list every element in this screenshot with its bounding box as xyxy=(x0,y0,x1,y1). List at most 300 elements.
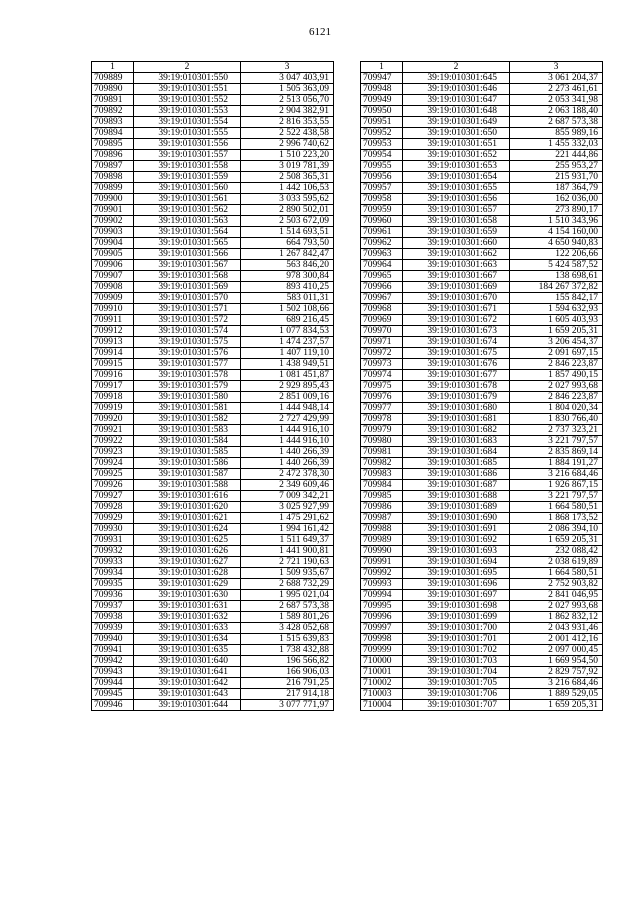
row-number-cell: 710001 xyxy=(361,667,403,678)
value-cell: 1 857 490,15 xyxy=(510,370,603,381)
value-cell: 1 862 832,12 xyxy=(510,612,603,623)
table-row xyxy=(92,425,334,436)
cadastral-number-cell: 39:19:010301:683 xyxy=(403,436,510,447)
row-number-cell: 709941 xyxy=(92,645,134,656)
table-row xyxy=(92,161,334,172)
table-row xyxy=(361,238,603,249)
table-row xyxy=(92,216,334,227)
table-row xyxy=(361,172,603,183)
table-row xyxy=(92,117,334,128)
row-number-cell: 709956 xyxy=(361,172,403,183)
cadastral-number-cell: 39:19:010301:688 xyxy=(403,491,510,502)
value-cell: 1 440 266,39 xyxy=(241,447,334,458)
table-row xyxy=(92,271,334,282)
table-row xyxy=(92,403,334,414)
cadastral-number-cell: 39:19:010301:647 xyxy=(403,95,510,106)
table-row xyxy=(92,249,334,260)
row-number-cell: 709998 xyxy=(361,634,403,645)
table-row xyxy=(361,205,603,216)
row-number-cell: 709962 xyxy=(361,238,403,249)
cadastral-number-cell: 39:19:010301:556 xyxy=(134,139,241,150)
value-cell: 1 441 900,81 xyxy=(241,546,334,557)
table-row xyxy=(361,612,603,623)
table-row xyxy=(92,436,334,447)
cadastral-number-cell: 39:19:010301:649 xyxy=(403,117,510,128)
cadastral-number-cell: 39:19:010301:689 xyxy=(403,502,510,513)
value-cell: 2 349 609,46 xyxy=(241,480,334,491)
row-number-cell: 709961 xyxy=(361,227,403,238)
row-number-cell: 709975 xyxy=(361,381,403,392)
cadastral-number-cell: 39:19:010301:679 xyxy=(403,392,510,403)
table-row xyxy=(92,227,334,238)
row-number-cell: 709892 xyxy=(92,106,134,117)
value-cell: 1 077 834,53 xyxy=(241,326,334,337)
table-row xyxy=(361,260,603,271)
value-cell: 232 088,42 xyxy=(510,546,603,557)
cadastral-number-cell: 39:19:010301:700 xyxy=(403,623,510,634)
value-cell: 1 442 106,53 xyxy=(241,183,334,194)
value-cell: 255 953,27 xyxy=(510,161,603,172)
cadastral-number-cell: 39:19:010301:581 xyxy=(134,403,241,414)
cadastral-number-cell: 39:19:010301:673 xyxy=(403,326,510,337)
cadastral-number-cell: 39:19:010301:568 xyxy=(134,271,241,282)
value-cell: 1 474 237,57 xyxy=(241,337,334,348)
row-number-cell: 709973 xyxy=(361,359,403,370)
value-cell: 2 513 056,70 xyxy=(241,95,334,106)
cadastral-number-cell: 39:19:010301:677 xyxy=(403,370,510,381)
table-row xyxy=(361,546,603,557)
value-cell: 2 688 732,29 xyxy=(241,579,334,590)
table-row xyxy=(361,557,603,568)
row-number-cell: 709908 xyxy=(92,282,134,293)
row-number-cell: 709991 xyxy=(361,557,403,568)
value-cell: 2 829 757,92 xyxy=(510,667,603,678)
row-number-cell: 709924 xyxy=(92,458,134,469)
value-cell: 1 868 173,52 xyxy=(510,513,603,524)
cadastral-number-cell: 39:19:010301:680 xyxy=(403,403,510,414)
value-cell: 1 407 119,10 xyxy=(241,348,334,359)
cadastral-number-cell: 39:19:010301:699 xyxy=(403,612,510,623)
table-row xyxy=(361,403,603,414)
table-row xyxy=(92,106,334,117)
cadastral-number-cell: 39:19:010301:653 xyxy=(403,161,510,172)
row-number-cell: 709945 xyxy=(92,689,134,700)
value-cell: 3 206 454,37 xyxy=(510,337,603,348)
table-row xyxy=(361,128,603,139)
cadastral-number-cell: 39:19:010301:641 xyxy=(134,667,241,678)
cadastral-number-cell: 39:19:010301:621 xyxy=(134,513,241,524)
value-cell: 273 890,17 xyxy=(510,205,603,216)
cadastral-number-cell: 39:19:010301:687 xyxy=(403,480,510,491)
column-header-3: 3 xyxy=(241,62,334,73)
cadastral-number-cell: 39:19:010301:583 xyxy=(134,425,241,436)
row-number-cell: 709954 xyxy=(361,150,403,161)
row-number-cell: 709986 xyxy=(361,502,403,513)
table-row xyxy=(361,95,603,106)
row-number-cell: 709943 xyxy=(92,667,134,678)
cadastral-number-cell: 39:19:010301:551 xyxy=(134,84,241,95)
table-row xyxy=(361,73,603,84)
value-cell: 1 438 949,51 xyxy=(241,359,334,370)
value-cell: 2 097 000,45 xyxy=(510,645,603,656)
row-number-cell: 709953 xyxy=(361,139,403,150)
table-row xyxy=(92,689,334,700)
cadastral-number-cell: 39:19:010301:662 xyxy=(403,249,510,260)
value-cell: 1 444 916,10 xyxy=(241,436,334,447)
table-row xyxy=(361,469,603,480)
table-row xyxy=(92,172,334,183)
row-number-cell: 709910 xyxy=(92,304,134,315)
table-row xyxy=(92,513,334,524)
value-cell: 166 906,03 xyxy=(241,667,334,678)
cadastral-number-cell: 39:19:010301:646 xyxy=(403,84,510,95)
row-number-cell: 709972 xyxy=(361,348,403,359)
value-cell: 1 926 867,15 xyxy=(510,480,603,491)
table-row xyxy=(92,73,334,84)
table-row xyxy=(361,513,603,524)
cadastral-number-cell: 39:19:010301:701 xyxy=(403,634,510,645)
cadastral-number-cell: 39:19:010301:579 xyxy=(134,381,241,392)
row-number-cell: 709911 xyxy=(92,315,134,326)
value-cell: 2 929 895,43 xyxy=(241,381,334,392)
cadastral-number-cell: 39:19:010301:644 xyxy=(134,700,241,711)
table-row xyxy=(92,678,334,689)
cadastral-number-cell: 39:19:010301:652 xyxy=(403,150,510,161)
table-row xyxy=(361,359,603,370)
cadastral-number-cell: 39:19:010301:702 xyxy=(403,645,510,656)
row-number-cell: 709967 xyxy=(361,293,403,304)
row-number-cell: 709891 xyxy=(92,95,134,106)
column-header-2: 2 xyxy=(403,62,510,73)
row-number-cell: 709955 xyxy=(361,161,403,172)
value-cell: 2 043 931,46 xyxy=(510,623,603,634)
row-number-cell: 710000 xyxy=(361,656,403,667)
row-number-cell: 709997 xyxy=(361,623,403,634)
value-cell: 2 737 323,21 xyxy=(510,425,603,436)
table-row xyxy=(92,260,334,271)
cadastral-number-cell: 39:19:010301:642 xyxy=(134,678,241,689)
cadastral-number-cell: 39:19:010301:659 xyxy=(403,227,510,238)
cadastral-number-cell: 39:19:010301:690 xyxy=(403,513,510,524)
value-cell: 1 440 266,39 xyxy=(241,458,334,469)
row-number-cell: 710004 xyxy=(361,700,403,711)
cadastral-number-cell: 39:19:010301:705 xyxy=(403,678,510,689)
value-cell: 689 216,45 xyxy=(241,315,334,326)
row-number-cell: 709987 xyxy=(361,513,403,524)
value-cell: 3 216 684,46 xyxy=(510,678,603,689)
value-cell: 2 890 502,01 xyxy=(241,205,334,216)
row-number-cell: 709964 xyxy=(361,260,403,271)
table-header-row xyxy=(361,62,603,73)
table-row xyxy=(92,414,334,425)
value-cell: 155 842,17 xyxy=(510,293,603,304)
right-table-body xyxy=(361,62,603,711)
value-cell: 2 816 353,55 xyxy=(241,117,334,128)
row-number-cell: 709966 xyxy=(361,282,403,293)
row-number-cell: 709909 xyxy=(92,293,134,304)
value-cell: 2 053 341,98 xyxy=(510,95,603,106)
table-row xyxy=(92,95,334,106)
row-number-cell: 709980 xyxy=(361,436,403,447)
row-number-cell: 709983 xyxy=(361,469,403,480)
value-cell: 2 472 378,30 xyxy=(241,469,334,480)
row-number-cell: 709917 xyxy=(92,381,134,392)
row-number-cell: 709901 xyxy=(92,205,134,216)
cadastral-number-cell: 39:19:010301:645 xyxy=(403,73,510,84)
table-row xyxy=(361,568,603,579)
value-cell: 2 846 223,87 xyxy=(510,392,603,403)
table-row xyxy=(92,293,334,304)
cadastral-number-cell: 39:19:010301:628 xyxy=(134,568,241,579)
row-number-cell: 709970 xyxy=(361,326,403,337)
value-cell: 2 851 009,16 xyxy=(241,392,334,403)
table-row xyxy=(92,304,334,315)
value-cell: 138 698,61 xyxy=(510,271,603,282)
row-number-cell: 709929 xyxy=(92,513,134,524)
value-cell: 2 508 365,31 xyxy=(241,172,334,183)
value-cell: 2 721 190,63 xyxy=(241,557,334,568)
row-number-cell: 709957 xyxy=(361,183,403,194)
row-number-cell: 710003 xyxy=(361,689,403,700)
table-row xyxy=(361,216,603,227)
row-number-cell: 709965 xyxy=(361,271,403,282)
value-cell: 1 664 580,51 xyxy=(510,502,603,513)
cadastral-number-cell: 39:19:010301:703 xyxy=(403,656,510,667)
row-number-cell: 709930 xyxy=(92,524,134,535)
row-number-cell: 709978 xyxy=(361,414,403,425)
table-row xyxy=(92,326,334,337)
cadastral-number-cell: 39:19:010301:658 xyxy=(403,216,510,227)
value-cell: 3 019 781,39 xyxy=(241,161,334,172)
cadastral-number-cell: 39:19:010301:704 xyxy=(403,667,510,678)
row-number-cell: 709952 xyxy=(361,128,403,139)
table-row xyxy=(92,194,334,205)
table-row xyxy=(361,458,603,469)
value-cell: 162 036,00 xyxy=(510,194,603,205)
column-header-1: 1 xyxy=(92,62,134,73)
cadastral-number-cell: 39:19:010301:625 xyxy=(134,535,241,546)
cadastral-number-cell: 39:19:010301:675 xyxy=(403,348,510,359)
table-row xyxy=(92,128,334,139)
value-cell: 3 077 771,97 xyxy=(241,700,334,711)
value-cell: 196 566,82 xyxy=(241,656,334,667)
row-number-cell: 709990 xyxy=(361,546,403,557)
column-header-3: 3 xyxy=(510,62,603,73)
table-row xyxy=(92,524,334,535)
value-cell: 3 025 927,99 xyxy=(241,502,334,513)
table-row xyxy=(92,634,334,645)
value-cell: 978 300,84 xyxy=(241,271,334,282)
cadastral-number-cell: 39:19:010301:660 xyxy=(403,238,510,249)
cadastral-number-cell: 39:19:010301:564 xyxy=(134,227,241,238)
left-table xyxy=(91,61,334,711)
cadastral-number-cell: 39:19:010301:616 xyxy=(134,491,241,502)
table-row xyxy=(92,447,334,458)
value-cell: 2 522 438,58 xyxy=(241,128,334,139)
table-row xyxy=(361,315,603,326)
cadastral-number-cell: 39:19:010301:562 xyxy=(134,205,241,216)
table-row xyxy=(92,656,334,667)
row-number-cell: 709923 xyxy=(92,447,134,458)
table-row xyxy=(92,557,334,568)
value-cell: 2 841 046,95 xyxy=(510,590,603,601)
row-number-cell: 709940 xyxy=(92,634,134,645)
row-number-cell: 709949 xyxy=(361,95,403,106)
cadastral-number-cell: 39:19:010301:578 xyxy=(134,370,241,381)
value-cell: 1 889 529,05 xyxy=(510,689,603,700)
value-cell: 1 510 343,96 xyxy=(510,216,603,227)
value-cell: 2 091 697,15 xyxy=(510,348,603,359)
table-row xyxy=(92,491,334,502)
value-cell: 2 752 903,82 xyxy=(510,579,603,590)
row-number-cell: 709894 xyxy=(92,128,134,139)
cadastral-number-cell: 39:19:010301:698 xyxy=(403,601,510,612)
table-row xyxy=(361,194,603,205)
row-number-cell: 709946 xyxy=(92,700,134,711)
value-cell: 1 995 021,04 xyxy=(241,590,334,601)
cadastral-number-cell: 39:19:010301:663 xyxy=(403,260,510,271)
value-cell: 5 424 587,52 xyxy=(510,260,603,271)
cadastral-number-cell: 39:19:010301:565 xyxy=(134,238,241,249)
value-cell: 1 267 842,47 xyxy=(241,249,334,260)
table-row xyxy=(92,337,334,348)
cadastral-number-cell: 39:19:010301:574 xyxy=(134,326,241,337)
cadastral-number-cell: 39:19:010301:577 xyxy=(134,359,241,370)
cadastral-number-cell: 39:19:010301:643 xyxy=(134,689,241,700)
value-cell: 2 027 993,68 xyxy=(510,601,603,612)
table-row xyxy=(361,634,603,645)
row-number-cell: 709938 xyxy=(92,612,134,623)
row-number-cell: 709985 xyxy=(361,491,403,502)
table-row xyxy=(361,645,603,656)
cadastral-number-cell: 39:19:010301:575 xyxy=(134,337,241,348)
value-cell: 1 502 108,66 xyxy=(241,304,334,315)
table-row xyxy=(92,535,334,546)
table-row xyxy=(92,502,334,513)
cadastral-number-cell: 39:19:010301:696 xyxy=(403,579,510,590)
table-row xyxy=(361,304,603,315)
row-number-cell: 709900 xyxy=(92,194,134,205)
row-number-cell: 709934 xyxy=(92,568,134,579)
cadastral-number-cell: 39:19:010301:626 xyxy=(134,546,241,557)
table-row xyxy=(361,139,603,150)
cadastral-number-cell: 39:19:010301:656 xyxy=(403,194,510,205)
cadastral-number-cell: 39:19:010301:558 xyxy=(134,161,241,172)
row-number-cell: 709920 xyxy=(92,414,134,425)
value-cell: 2 687 573,38 xyxy=(510,117,603,128)
cadastral-number-cell: 39:19:010301:631 xyxy=(134,601,241,612)
table-row xyxy=(361,370,603,381)
table-row xyxy=(361,150,603,161)
row-number-cell: 709968 xyxy=(361,304,403,315)
cadastral-number-cell: 39:19:010301:560 xyxy=(134,183,241,194)
table-row xyxy=(92,645,334,656)
value-cell: 583 011,31 xyxy=(241,293,334,304)
cadastral-number-cell: 39:19:010301:553 xyxy=(134,106,241,117)
row-number-cell: 709906 xyxy=(92,260,134,271)
row-number-cell: 709915 xyxy=(92,359,134,370)
row-number-cell: 709902 xyxy=(92,216,134,227)
row-number-cell: 709994 xyxy=(361,590,403,601)
cadastral-number-cell: 39:19:010301:586 xyxy=(134,458,241,469)
value-cell: 4 154 160,00 xyxy=(510,227,603,238)
row-number-cell: 709948 xyxy=(361,84,403,95)
table-row xyxy=(361,392,603,403)
row-number-cell: 709989 xyxy=(361,535,403,546)
value-cell: 187 364,79 xyxy=(510,183,603,194)
table-row xyxy=(92,205,334,216)
value-cell: 3 216 684,46 xyxy=(510,469,603,480)
table-row xyxy=(361,535,603,546)
table-row xyxy=(92,392,334,403)
value-cell: 1 884 191,27 xyxy=(510,458,603,469)
table-row xyxy=(92,667,334,678)
row-number-cell: 709960 xyxy=(361,216,403,227)
value-cell: 1 511 649,37 xyxy=(241,535,334,546)
page-number: 6121 xyxy=(309,26,331,38)
row-number-cell: 709992 xyxy=(361,568,403,579)
row-number-cell: 709896 xyxy=(92,150,134,161)
left-table-body xyxy=(92,62,334,711)
right-table xyxy=(360,61,603,711)
table-row xyxy=(361,623,603,634)
table-row xyxy=(92,238,334,249)
row-number-cell: 709984 xyxy=(361,480,403,491)
value-cell: 1 589 801,26 xyxy=(241,612,334,623)
value-cell: 1 669 954,50 xyxy=(510,656,603,667)
cadastral-number-cell: 39:19:010301:697 xyxy=(403,590,510,601)
column-header-1: 1 xyxy=(361,62,403,73)
row-number-cell: 709995 xyxy=(361,601,403,612)
row-number-cell: 709932 xyxy=(92,546,134,557)
table-row xyxy=(361,656,603,667)
value-cell: 2 835 869,14 xyxy=(510,447,603,458)
table-row xyxy=(361,414,603,425)
row-number-cell: 709959 xyxy=(361,205,403,216)
value-cell: 1 659 205,31 xyxy=(510,700,603,711)
value-cell: 1 475 291,62 xyxy=(241,513,334,524)
table-row xyxy=(361,700,603,711)
value-cell: 3 033 595,62 xyxy=(241,194,334,205)
cadastral-number-cell: 39:19:010301:684 xyxy=(403,447,510,458)
table-row xyxy=(361,337,603,348)
table-row xyxy=(361,117,603,128)
cadastral-number-cell: 39:19:010301:555 xyxy=(134,128,241,139)
row-number-cell: 709977 xyxy=(361,403,403,414)
row-number-cell: 709981 xyxy=(361,447,403,458)
table-row xyxy=(361,678,603,689)
cadastral-number-cell: 39:19:010301:650 xyxy=(403,128,510,139)
table-row xyxy=(361,348,603,359)
cadastral-number-cell: 39:19:010301:676 xyxy=(403,359,510,370)
value-cell: 3 428 052,68 xyxy=(241,623,334,634)
row-number-cell: 709893 xyxy=(92,117,134,128)
table-row xyxy=(361,293,603,304)
row-number-cell: 709933 xyxy=(92,557,134,568)
value-cell: 215 931,70 xyxy=(510,172,603,183)
row-number-cell: 709922 xyxy=(92,436,134,447)
table-row xyxy=(92,480,334,491)
table-row xyxy=(92,282,334,293)
table-row xyxy=(92,315,334,326)
cadastral-number-cell: 39:19:010301:620 xyxy=(134,502,241,513)
table-row xyxy=(92,612,334,623)
row-number-cell: 710002 xyxy=(361,678,403,689)
table-row xyxy=(361,502,603,513)
value-cell: 3 221 797,57 xyxy=(510,436,603,447)
value-cell: 122 206,66 xyxy=(510,249,603,260)
value-cell: 2 086 394,10 xyxy=(510,524,603,535)
